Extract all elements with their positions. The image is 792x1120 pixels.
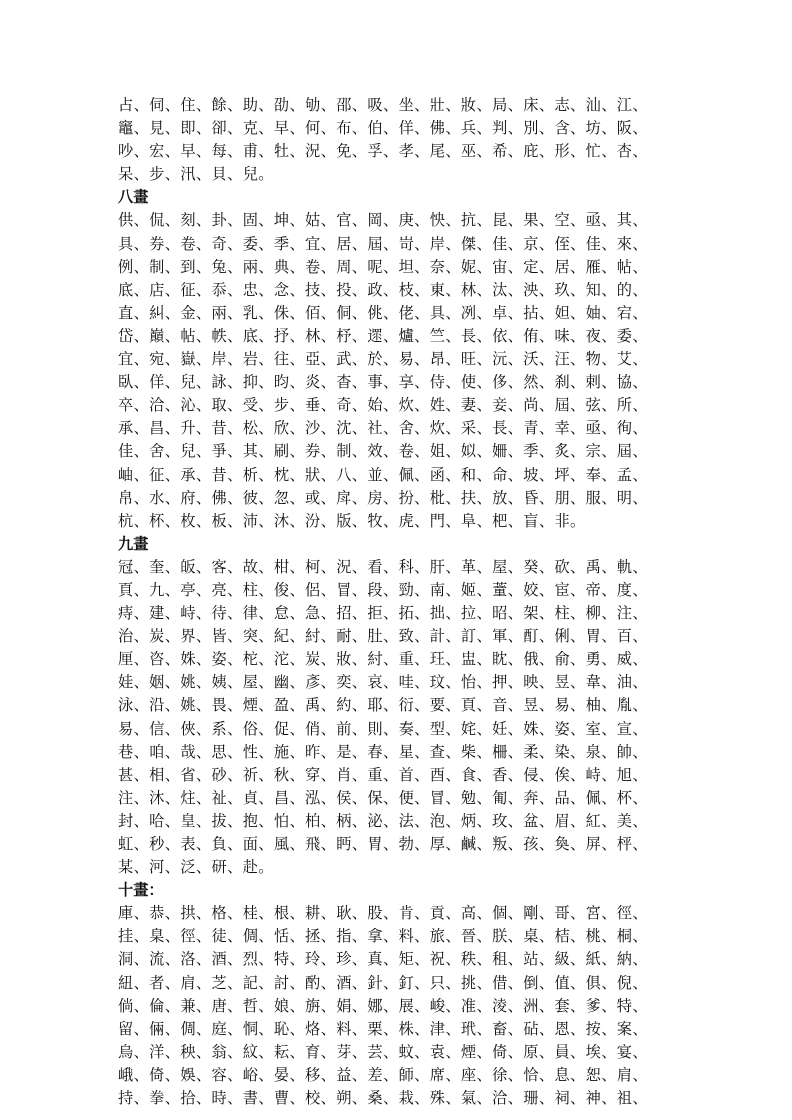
text-line: 持、拳、拾、時、書、曹、校、朔、桑、栽、殊、氣、洽、珊、祠、神、祖、	[118, 1089, 648, 1108]
text-line: 烏、洋、秧、翁、紋、耘、育、芽、芸、蚊、袁、煙、倚、原、員、埃、宴、	[118, 1042, 648, 1061]
section-heading: 十畫：	[118, 881, 164, 900]
text-line: 娃、姻、姚、姨、屋、幽、彥、奕、哀、哇、玟、怡、押、映、昱、韋、油、	[118, 673, 648, 692]
text-line: 痔、建、峙、待、律、怠、急、招、拒、拓、拙、拉、昭、架、柱、柳、注、	[118, 604, 648, 623]
text-line: 占、伺、住、餘、助、劭、劬、邵、吸、坐、壯、妝、局、床、志、汕、江、	[118, 96, 648, 114]
text-line: 虹、秒、表、負、面、風、飛、眄、胃、勃、厚、鹹、叛、孩、奐、屏、枰、	[118, 835, 648, 853]
text-line: 帛、水、府、佛、彼、忽、或、戽、房、扮、枇、扶、放、昏、朋、服、明、	[118, 488, 648, 507]
text-line: 易、信、俠、系、俗、促、俏、前、則、奏、型、姹、妊、姝、姿、室、宣、	[118, 719, 648, 738]
text-line: 巷、咱、哉、思、性、施、昨、是、春、星、查、柴、柵、柔、染、泉、帥、	[118, 742, 648, 761]
text-line: 竈、見、即、卻、克、早、何、布、伯、佯、佛、兵、判、別、含、坊、阪、	[118, 119, 648, 138]
text-line: 岫、征、承、昔、析、枕、狀、八、並、佩、函、和、命、坡、坪、奉、孟、	[118, 465, 648, 484]
text-line: 宜、宛、嶽、岸、岩、往、亞、武、於、易、昂、旺、沅、沃、汪、物、艾、	[118, 350, 648, 369]
text-line: 吵、宏、早、每、甫、牡、況、免、孚、孝、尾、巫、希、庇、形、忙、杏、	[118, 142, 648, 161]
text-line: 甚、相、省、砂、祈、秋、穿、肖、重、首、酉、食、香、侵、俟、峙、旭、	[118, 765, 648, 784]
section-heading: 九畫	[118, 534, 149, 553]
section-heading: 八畫	[118, 188, 149, 207]
text-line: 泳、沿、姚、畏、煙、盈、禹、約、耶、衍、要、頁、音、昱、易、柚、胤、	[118, 696, 648, 715]
text-line: 直、糾、金、兩、乳、侏、佰、侗、佻、佬、具、冽、卓、拈、妲、妯、宕、	[118, 303, 648, 322]
text-line: 洞、流、洛、酒、烈、特、玲、珍、真、矩、祝、秩、租、站、級、紙、納、	[118, 950, 648, 969]
text-line: 倘、倫、兼、唐、哲、娘、旃、娟、娜、展、峻、准、淩、洲、套、爹、特、	[118, 996, 648, 1015]
text-line: 卒、洽、沁、取、受、步、垂、奇、始、炊、姓、妻、妾、尚、屆、弦、所、	[118, 396, 648, 415]
text-line: 底、店、征、忝、忠、念、技、投、政、枝、東、林、汰、泱、玖、知、的、	[118, 280, 648, 299]
text-line: 峨、倚、娛、容、峪、晏、移、益、差、師、席、座、徐、恰、息、恕、肩、	[118, 1065, 648, 1084]
text-line: 挂、臬、徑、徒、倜、恬、拯、指、拿、料、旅、晉、朕、桌、桔、桃、桐、	[118, 927, 648, 946]
text-line: 封、哈、皇、拔、抱、怕、柏、柄、泌、法、泡、炳、玫、盆、眉、紅、美、	[118, 811, 648, 830]
text-line: 注、沐、炷、祉、貞、昌、泓、侯、保、便、冒、勉、匍、奔、品、佩、杯、	[118, 788, 648, 807]
text-line: 冠、奎、皈、客、故、柑、柯、況、看、科、肝、革、屋、癸、砍、禹、軌、	[118, 557, 648, 576]
text-line: 佳、舍、兒、爭、其、刷、券、制、效、卷、姐、姒、姍、季、炙、宗、屆、	[118, 442, 648, 461]
text-line: 承、昌、升、昔、松、欣、沙、沈、社、舍、炊、采、長、青、幸、亟、徇、	[118, 419, 648, 438]
text-line: 庫、恭、拱、格、桂、根、耕、耿、股、肯、貢、高、個、剛、哥、宮、徑、	[118, 904, 648, 923]
text-line: 頁、九、亭、亮、柱、俊、侶、冒、段、勁、南、姬、蕫、姣、宦、帝、度、	[118, 580, 648, 599]
text-line: 某、河、泛、研、赴。	[118, 858, 274, 877]
text-line: 厘、咨、姝、姿、柁、沱、炭、妝、紂、重、玨、盅、眈、俄、俞、勇、威、	[118, 650, 648, 669]
text-line: 臥、佯、兒、詠、抑、昀、炎、杳、事、享、侍、使、侈、然、刹、剌、協、	[118, 373, 648, 392]
text-line: 供、侃、刻、卦、固、坤、姑、官、岡、庚、怏、抗、昆、果、空、亟、其、	[118, 211, 648, 230]
text-line: 杭、杯、枚、板、沛、沐、汾、版、牧、虎、門、阜、杷、盲、非。	[118, 511, 586, 530]
text-line: 具、券、卷、奇、委、季、宜、居、屆、岢、岸、傑、佳、京、侄、佳、來、	[118, 234, 648, 253]
text-line: 留、倆、倜、庭、恫、恥、烙、料、栗、株、津、玳、畜、砧、恩、按、案、	[118, 1019, 648, 1038]
document-page	[118, 94, 678, 1110]
text-line: 治、炭、界、皆、突、紀、紂、耐、肚、致、計、訂、軍、酊、俐、胃、百、	[118, 627, 648, 646]
text-line: 紐、者、肩、芝、記、討、酌、酒、針、釘、只、挑、借、倒、值、俱、倪、	[118, 973, 648, 992]
text-line: 呆、步、汛、貝、兒。	[118, 165, 274, 184]
text-line: 例、制、到、兔、兩、典、卷、周、呢、坦、奈、妮、宙、定、居、雁、帖、	[118, 257, 648, 276]
text-line: 岱、巔、帖、帙、底、抒、林、杼、遝、爐、竺、長、依、侑、味、夜、委、	[118, 326, 648, 345]
